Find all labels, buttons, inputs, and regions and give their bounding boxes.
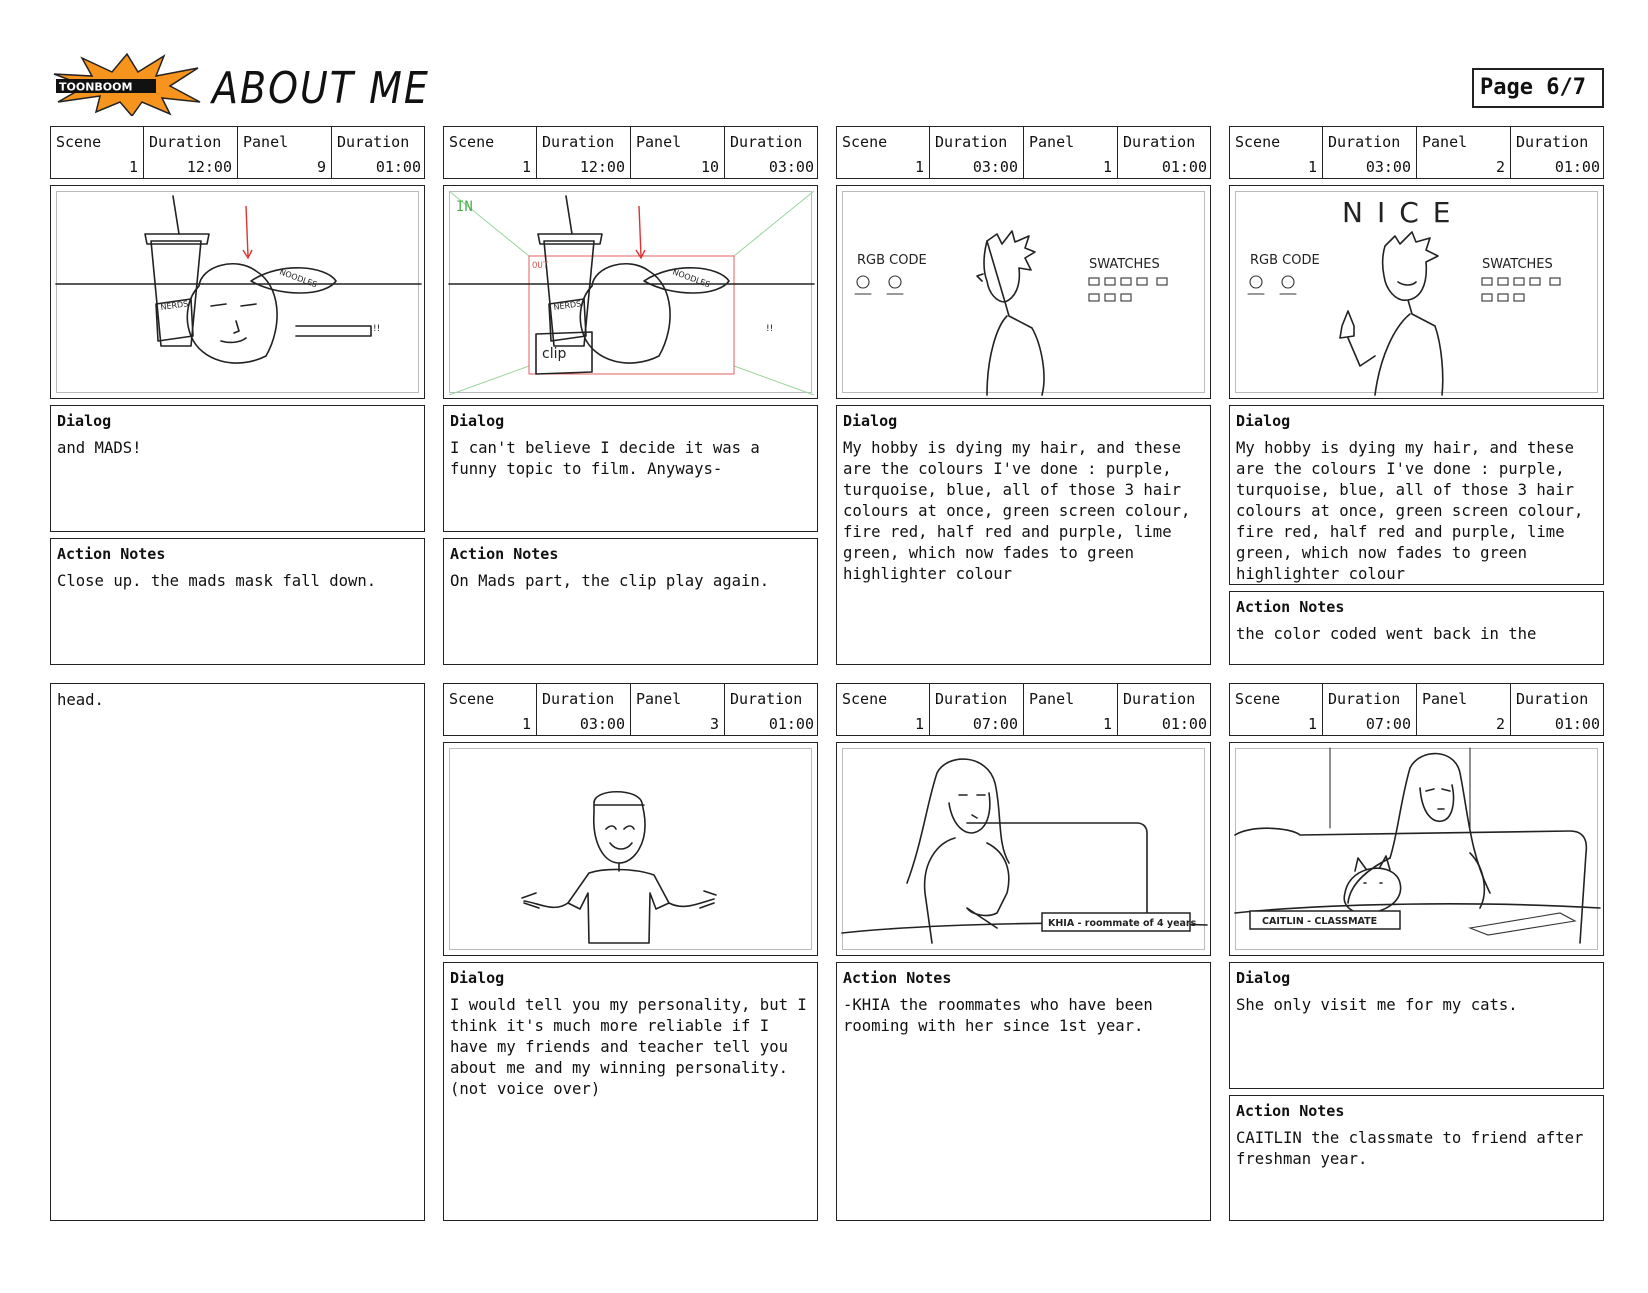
scene-label: Scene	[449, 133, 495, 151]
duration-label: Duration	[1123, 690, 1196, 708]
dialog-text: She only visit me for my cats.	[1236, 996, 1518, 1014]
page-number: Page 6/7	[1480, 75, 1586, 100]
sketch-label: !!	[766, 324, 774, 334]
dialog-label: Dialog	[843, 412, 898, 430]
panel-label: Panel	[1422, 690, 1468, 708]
continuation-notes	[50, 683, 425, 1221]
action-notes-label: Action Notes	[1236, 1102, 1345, 1120]
panel-number: 9	[316, 158, 326, 176]
dialog-label: Dialog	[450, 969, 505, 987]
panel-6-dialog	[443, 962, 818, 1221]
duration-label: Duration	[1123, 133, 1196, 151]
panel-6-thumbnail	[443, 742, 818, 956]
scene-duration: 03:00	[1365, 158, 1411, 176]
action-notes-label: Action Notes	[1236, 598, 1345, 616]
dialog-label: Dialog	[1236, 969, 1291, 987]
sketch-label: NICE	[1342, 196, 1465, 229]
panel-label: Panel	[636, 690, 682, 708]
panel-4-dialog	[1229, 405, 1604, 585]
scene-label: Scene	[842, 690, 888, 708]
dialog-label: Dialog	[1236, 412, 1291, 430]
page-title: ABOUT ME	[212, 62, 430, 114]
scene-label: Scene	[1235, 133, 1281, 151]
continuation-text: head.	[57, 691, 104, 709]
panel-duration: 03:00	[768, 158, 814, 176]
duration-label: Duration	[337, 133, 410, 151]
panel-1-thumbnail	[50, 185, 425, 399]
panel-8-dialog	[1229, 962, 1604, 1089]
panel-3-thumbnail	[836, 185, 1211, 399]
action-notes-text: the color coded went back in the	[1236, 625, 1537, 643]
sketch-label: NERDS	[160, 299, 189, 312]
scene-number: 1	[914, 715, 924, 733]
panel-6-info-bar	[443, 683, 818, 736]
panel-duration: 01:00	[1161, 158, 1207, 176]
logo-text: TOONBOOM	[59, 80, 133, 94]
panel-number: 3	[709, 715, 719, 733]
dialog-text: and MADS!	[57, 439, 142, 457]
panel-duration: 01:00	[375, 158, 421, 176]
panel-label: Panel	[1029, 133, 1075, 151]
scene-duration: 12:00	[186, 158, 232, 176]
duration-label: Duration	[542, 690, 615, 708]
panel-number: 2	[1495, 158, 1505, 176]
sketch-label: NOODLES	[671, 267, 712, 290]
panel-duration: 01:00	[1554, 715, 1600, 733]
sketch-label: RGB CODE	[857, 253, 927, 268]
panel-duration: 01:00	[768, 715, 814, 733]
panel-3-info-bar	[836, 126, 1211, 179]
panel-2-thumbnail	[443, 185, 818, 399]
duration-label: Duration	[1516, 690, 1589, 708]
panel-number: 10	[700, 158, 719, 176]
dialog-text: My hobby is dying my hair, and these are the colours I've done : purple, turquoise, blue, all of those 3 hair colours at once, green screen colour, fire red, half red and purple, lime green, which now fades to green highlighter colour	[843, 439, 1200, 583]
sketch-label: IN	[456, 199, 473, 215]
panel-duration: 01:00	[1554, 158, 1600, 176]
dialog-label: Dialog	[450, 412, 505, 430]
dialog-text: I can't believe I decide it was a funny topic to film. Anyways-	[450, 439, 770, 478]
panel-3-dialog	[836, 405, 1211, 665]
scene-duration: 03:00	[579, 715, 625, 733]
panel-1-action-notes	[50, 538, 425, 665]
duration-label: Duration	[149, 133, 222, 151]
panel-4-action-notes	[1229, 591, 1604, 665]
scene-number: 1	[914, 158, 924, 176]
panel-duration: 01:00	[1161, 715, 1207, 733]
duration-label: Duration	[1328, 133, 1401, 151]
action-notes-text: On Mads part, the clip play again.	[450, 572, 770, 590]
panel-1-dialog	[50, 405, 425, 532]
swatches-icon	[1089, 278, 1167, 301]
panel-number: 1	[1102, 715, 1112, 733]
scene-label: Scene	[56, 133, 102, 151]
sketch-label: KHIA - roommate of 4 years	[1048, 918, 1197, 929]
duration-label: Duration	[1516, 133, 1589, 151]
duration-label: Duration	[1328, 690, 1401, 708]
sketch-label: RGB CODE	[1250, 253, 1320, 268]
action-notes-text: -KHIA the roommates who have been rooming with her since 1st year.	[843, 996, 1163, 1035]
action-notes-label: Action Notes	[450, 545, 559, 563]
toonboom-logo	[52, 52, 202, 116]
panel-8-info-bar	[1229, 683, 1604, 736]
swatches-icon	[1482, 278, 1560, 301]
panel-number: 2	[1495, 715, 1505, 733]
panel-8-action-notes	[1229, 1095, 1604, 1221]
sketch-label: SWATCHES	[1482, 257, 1553, 272]
panel-7-action-notes	[836, 962, 1211, 1221]
dialog-text: My hobby is dying my hair, and these are the colours I've done : purple, turquoise, blue, all of those 3 hair colours at once, green screen colour, fire red, half red and purple, lime green, which now fades to green highlighter colour	[1236, 439, 1593, 583]
scene-duration: 03:00	[972, 158, 1018, 176]
scene-number: 1	[521, 715, 531, 733]
action-notes-text: CAITLIN the classmate to friend after freshman year.	[1236, 1129, 1593, 1168]
scene-number: 1	[128, 158, 138, 176]
panel-1-info-bar	[50, 126, 425, 179]
action-notes-text: Close up. the mads mask fall down.	[57, 572, 377, 590]
panel-label: Panel	[243, 133, 289, 151]
panel-2-info-bar	[443, 126, 818, 179]
sketch-label: SWATCHES	[1089, 257, 1160, 272]
sketch-label: NOODLES	[278, 267, 319, 290]
sketch-label: OUT	[532, 261, 549, 271]
panel-2-action-notes	[443, 538, 818, 665]
duration-label: Duration	[542, 133, 615, 151]
panel-label: Panel	[636, 133, 682, 151]
duration-label: Duration	[730, 690, 803, 708]
scene-duration: 07:00	[972, 715, 1018, 733]
duration-label: Duration	[935, 690, 1008, 708]
panel-7-thumbnail	[836, 742, 1211, 956]
scene-number: 1	[1307, 715, 1317, 733]
page-number-box	[1472, 68, 1604, 108]
panel-label: Panel	[1029, 690, 1075, 708]
scene-number: 1	[521, 158, 531, 176]
panel-label: Panel	[1422, 133, 1468, 151]
panel-8-thumbnail	[1229, 742, 1604, 956]
scene-label: Scene	[449, 690, 495, 708]
scene-number: 1	[1307, 158, 1317, 176]
panel-4-info-bar	[1229, 126, 1604, 179]
scene-duration: 07:00	[1365, 715, 1411, 733]
sketch-label: NERDS	[553, 299, 582, 312]
scene-label: Scene	[1235, 690, 1281, 708]
dialog-label: Dialog	[57, 412, 112, 430]
panel-2-dialog	[443, 405, 818, 532]
panel-number: 1	[1102, 158, 1112, 176]
panel-4-thumbnail	[1229, 185, 1604, 399]
panel-7-info-bar	[836, 683, 1211, 736]
dialog-text: I would tell you my personality, but I think it's much more reliable if I have my friends and teacher tell you about me and my winning personality. (not voice over)	[450, 996, 817, 1098]
sketch-label: !!	[373, 324, 381, 334]
duration-label: Duration	[935, 133, 1008, 151]
action-notes-label: Action Notes	[57, 545, 166, 563]
scene-label: Scene	[842, 133, 888, 151]
sketch-label: clip	[542, 346, 567, 362]
sketch-label: CAITLIN - CLASSMATE	[1262, 916, 1378, 927]
duration-label: Duration	[730, 133, 803, 151]
scene-duration: 12:00	[579, 158, 625, 176]
action-notes-label: Action Notes	[843, 969, 952, 987]
